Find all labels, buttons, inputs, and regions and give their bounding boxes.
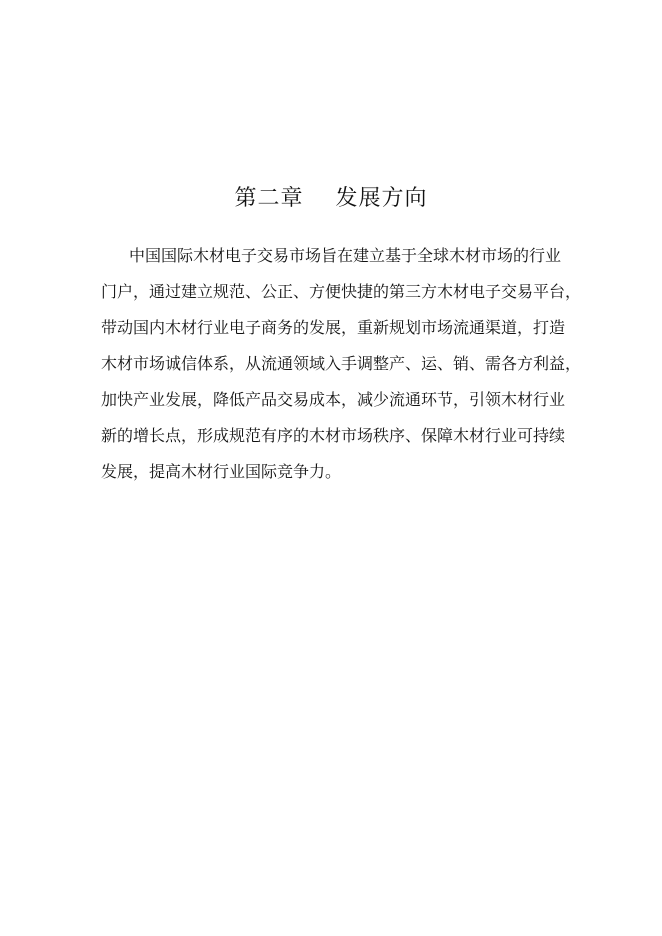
paragraph-line: 加快产业发展，降低产品交易成本，减少流通环节，引领木材行业	[101, 390, 566, 409]
paragraph-line: 门户，通过建立规范、公正、方便快捷的第三方木材电子交易平台，	[101, 282, 582, 301]
paragraph-line: 发展，提高木材行业国际竞争力。	[101, 462, 342, 481]
paragraph-line: 带动国内木材行业电子商务的发展，重新规划市场流通渠道，打造	[101, 318, 566, 337]
chapter-title: 第二章 发展方向	[234, 186, 428, 211]
body-paragraph	[101, 238, 582, 490]
paragraph-line: 中国国际木材电子交易市场旨在建立基于全球木材市场的行业	[129, 246, 562, 265]
paragraph-line: 新的增长点，形成规范有序的木材市场秩序、保障木材行业可持续	[101, 426, 566, 445]
paragraph-line: 木材市场诚信体系，从流通领域入手调整产、运、销、需各方利益，	[101, 354, 582, 373]
